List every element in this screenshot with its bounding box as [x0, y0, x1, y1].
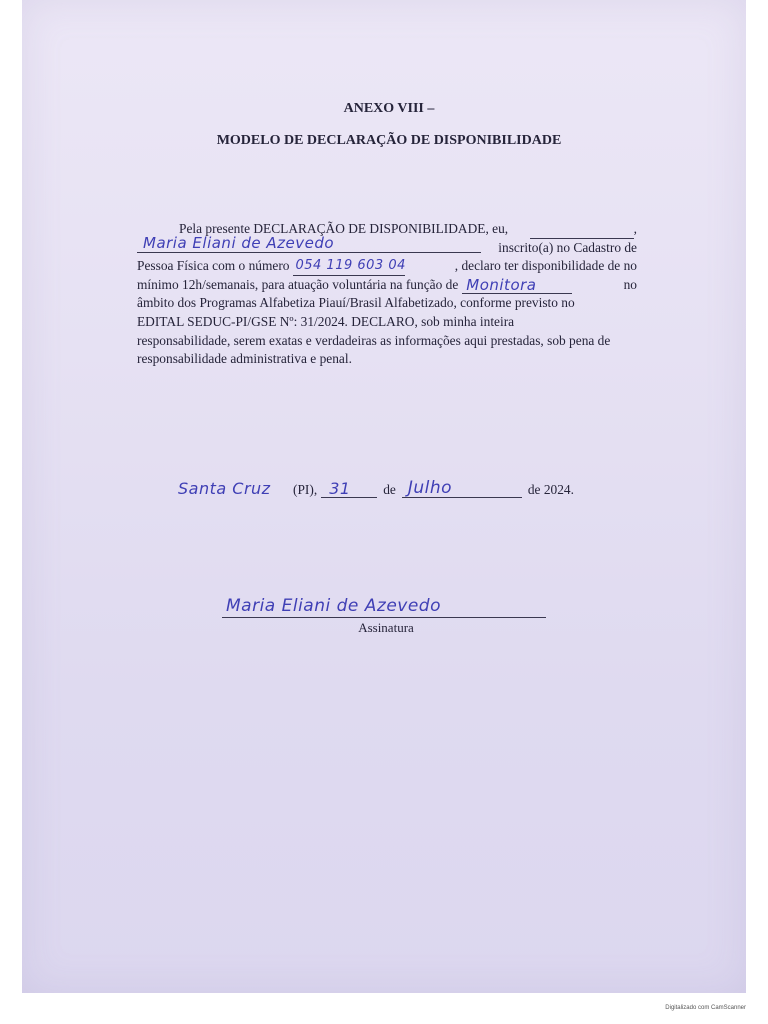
camscanner-watermark: Digitalizado com CamScanner [665, 1005, 746, 1011]
month-handwritten: Julho [407, 478, 453, 498]
cpf-handwritten: 054 119 603 04 [295, 258, 406, 274]
role-field [462, 275, 572, 294]
day-field [321, 481, 377, 498]
body-line-6: EDITAL SEDUC-PI/GSE Nº: 31/2024. DECLARO, sob minha inteira [137, 313, 515, 329]
city-handwritten: Santa Cruz [178, 479, 271, 498]
date-line: Santa Cruz (PI), 31 de Julho de 2024. [178, 478, 574, 498]
declaration-body [137, 220, 637, 369]
annex-title: ANEXO VIII – [343, 101, 435, 116]
day-handwritten: 31 [329, 479, 351, 498]
body-line-1: Pela presente DECLARAÇÃO DE DISPONIBILIDADE, eu, , [137, 220, 637, 239]
body-line-3: Pessoa Física com o número 054 119 603 04 , declaro ter disponibilidade de no [137, 257, 637, 276]
model-title: MODELO DE DECLARAÇÃO DE DISPONIBILIDADE [216, 133, 562, 148]
body-line-8: responsabilidade administrativa e penal. [137, 351, 352, 367]
body-line-7: responsabilidade, serem exatas e verdadeiras as informações aqui prestadas, sob pena de [137, 332, 611, 348]
signature-label: Assinatura [358, 620, 414, 635]
city-field [178, 479, 293, 498]
name-blank-top [530, 225, 634, 239]
name-handwritten: Maria Eliani de Azevedo [143, 234, 335, 252]
body-line-5: âmbito dos Programas Alfabetiza Piauí/Brasil Alfabetizado, conforme previsto no [137, 295, 575, 311]
cpf-field [293, 258, 406, 276]
body-line-2: Maria Eliani de Azevedo inscrito(a) no Cadastro de [137, 239, 637, 258]
role-handwritten: Monitora [466, 275, 537, 294]
signature-block [222, 595, 546, 636]
month-field [402, 478, 522, 498]
body-line-4: mínimo 12h/semanais, para atuação voluntária na função de Monitora no [137, 275, 637, 294]
signature-handwritten: Maria Eliani de Azevedo [226, 596, 442, 616]
signature-line [222, 595, 546, 618]
